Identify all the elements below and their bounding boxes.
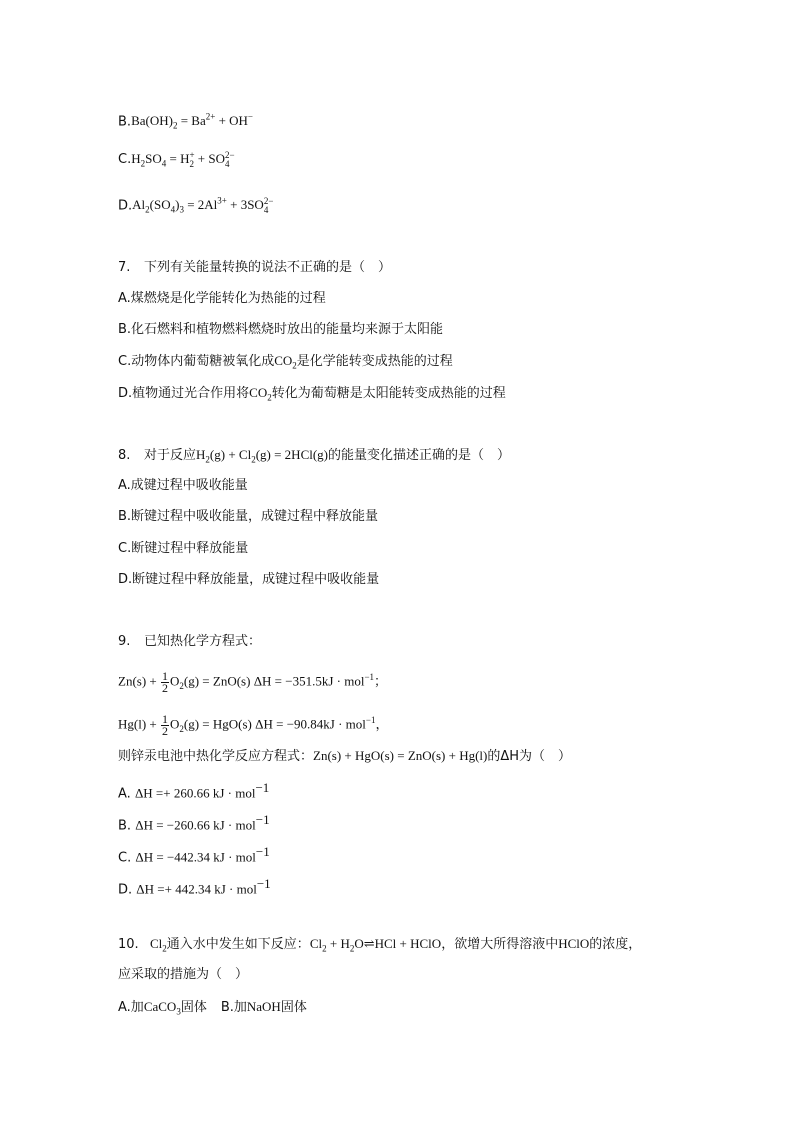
option-text: C.动物体内葡萄糖被氧化成 xyxy=(118,354,275,369)
equation-mercury xyxy=(118,705,389,744)
subscript: 3 xyxy=(176,1006,181,1017)
option-label: C. xyxy=(118,850,132,866)
formula: Zn(s) + xyxy=(118,673,160,689)
question-8-option-d: D.断键过程中释放能量，成键过程中吸收能量 xyxy=(118,572,380,587)
formula: (g) = 2HCl(g) xyxy=(255,447,329,462)
superscript: 2+ xyxy=(205,112,216,122)
question-text: 通入水中发生如下反应： xyxy=(166,937,310,952)
formula: SO xyxy=(145,151,162,166)
formula: (SO xyxy=(149,197,171,213)
enthalpy: ΔH =+ 260.66 kJ · mol xyxy=(134,785,256,801)
question-8-stem xyxy=(118,446,510,469)
fraction-denominator: 2 xyxy=(162,723,168,738)
question-text: 的浓度， xyxy=(589,937,642,952)
option-label: D. xyxy=(118,882,133,898)
option-b-ionization xyxy=(118,108,253,135)
question-10-option-b xyxy=(221,1000,307,1015)
superscript: −1 xyxy=(364,672,375,682)
question-text: ，欲增大所得溶液中 xyxy=(441,937,559,952)
formula: Cl xyxy=(150,936,163,951)
subscript: 2 xyxy=(251,454,256,465)
enthalpy: ΔH =+ 442.34 kJ · mol xyxy=(136,881,257,897)
superscript: −1 xyxy=(255,812,270,827)
formula: Hg(l) + xyxy=(118,716,160,732)
question-text: 则锌汞电池中热化学反应方程式： xyxy=(118,749,314,764)
option-text: 转化为葡萄糖是太阳能转变成热能的过程 xyxy=(271,386,506,401)
superscript: −1 xyxy=(256,876,271,891)
superscript: −1 xyxy=(255,844,270,859)
formula: H xyxy=(131,151,141,166)
option-text: B.加 xyxy=(220,1000,247,1015)
punctuation: ； xyxy=(374,673,388,689)
enthalpy: ΔH = −260.66 kJ · mol xyxy=(135,817,256,833)
formula: CO xyxy=(249,385,268,400)
question-9-option-c xyxy=(118,843,270,867)
subscript: 4 xyxy=(263,205,269,216)
superscript: − xyxy=(247,112,253,122)
subscript: 2 xyxy=(322,943,327,954)
question-9-ask xyxy=(118,747,571,766)
question-text: 的能量变化描述正确的是（ ） xyxy=(328,448,511,463)
superscript: −1 xyxy=(365,715,376,725)
formula: O xyxy=(170,673,180,689)
subscript: 2 xyxy=(179,680,184,691)
question-7-option-a: A.煤燃烧是化学能转化为热能的过程 xyxy=(118,291,326,306)
question-text: 对于反应 xyxy=(144,448,197,463)
superscript: 2− xyxy=(263,196,274,207)
subscript: 4 xyxy=(225,159,230,170)
question-9-stem xyxy=(118,633,261,651)
option-text: 固体 xyxy=(180,1000,207,1015)
superscript: 2− xyxy=(225,150,235,161)
formula: O⇌HCl + HClO xyxy=(354,936,442,951)
enthalpy: ΔH = −442.34 kJ · mol xyxy=(135,849,256,865)
subscript: 2 xyxy=(140,158,146,169)
subscript: 2 xyxy=(179,723,184,734)
option-d-ionization xyxy=(118,192,273,219)
enthalpy: ΔH = −90.84kJ · mol xyxy=(255,716,366,732)
question-10-stem xyxy=(118,935,641,958)
fraction-half xyxy=(161,668,169,695)
formula: O xyxy=(170,716,180,732)
option-label: A. xyxy=(118,786,131,802)
subscript: 2 xyxy=(292,360,297,371)
subscript: 2 xyxy=(172,120,178,131)
question-number: 10. xyxy=(118,937,139,952)
subscript: 2 xyxy=(205,454,210,465)
subscript: 2 xyxy=(267,392,272,403)
question-text: 已知热化学方程式： xyxy=(144,634,262,649)
option-label: C. xyxy=(118,152,132,167)
formula: (g) = ZnO(s) xyxy=(183,673,254,689)
option-label: B. xyxy=(118,818,132,834)
formula: Al xyxy=(132,197,146,213)
formula: CaCO xyxy=(143,999,177,1014)
option-label: B. xyxy=(118,114,132,130)
formula: ) xyxy=(175,197,180,213)
question-number: 8. xyxy=(118,448,131,463)
question-text: 的ΔH为（ ） xyxy=(487,749,572,764)
fraction-half xyxy=(161,711,169,738)
formula: = 2Al xyxy=(183,197,218,213)
option-label: D. xyxy=(118,198,133,214)
question-9-option-b xyxy=(118,811,270,835)
question-7-option-d xyxy=(118,384,506,407)
subscript: 2 xyxy=(189,159,194,170)
question-9-option-a xyxy=(118,779,269,803)
subscript: 4 xyxy=(170,204,176,215)
fraction-numerator: 1 xyxy=(162,668,168,683)
formula: (g) = HgO(s) xyxy=(183,716,256,732)
fraction-numerator: 1 xyxy=(162,711,168,726)
formula: + OH xyxy=(215,113,248,129)
option-text: D.植物通过光合作用将 xyxy=(118,386,250,401)
formula: + SO xyxy=(194,151,225,166)
formula: HClO xyxy=(558,936,590,951)
question-8-option-c: C.断键过程中释放能量 xyxy=(118,541,249,556)
subscript: 3 xyxy=(179,204,184,215)
option-text: 固体 xyxy=(280,1000,307,1015)
subscript: 2 xyxy=(145,204,150,215)
question-9-option-d xyxy=(118,875,271,899)
formula: = H xyxy=(166,151,190,166)
formula: Ba(OH) xyxy=(131,113,173,129)
question-7-option-b: B.化石燃料和植物燃料燃烧时放出的能量均来源于太阳能 xyxy=(118,322,444,337)
question-8-option-a: A.成键过程中吸收能量 xyxy=(118,478,248,493)
fraction-denominator: 2 xyxy=(162,680,168,695)
option-text: A.加 xyxy=(118,1000,144,1015)
subscript: 4 xyxy=(161,158,167,169)
question-number: 9. xyxy=(118,634,131,649)
enthalpy: ΔH = −351.5kJ · mol xyxy=(253,673,365,689)
option-text: 是化学能转变成热能的过程 xyxy=(296,354,453,369)
superscript: 3+ xyxy=(217,196,227,206)
formula: + H xyxy=(326,936,350,951)
superscript: + xyxy=(189,150,195,161)
formula: H xyxy=(196,447,206,462)
formula: Cl xyxy=(309,936,323,951)
formula: (g) + Cl xyxy=(209,447,252,462)
question-10-option-a xyxy=(118,1000,207,1015)
option-c-ionization xyxy=(118,150,235,173)
question-10-options xyxy=(118,998,307,1021)
formula: + 3SO xyxy=(226,197,264,213)
superscript: −1 xyxy=(255,780,270,795)
question-text: 下列有关能量转换的说法不正确的是（ ） xyxy=(144,260,392,275)
formula: NaOH xyxy=(246,999,281,1014)
question-7-stem xyxy=(118,259,391,277)
question-number: 7. xyxy=(118,260,131,275)
formula: CO xyxy=(274,353,293,368)
question-7-option-c xyxy=(118,352,453,375)
question-8-option-b: B.断键过程中吸收能量，成键过程中释放能量 xyxy=(118,509,379,524)
question-10-stem-line2: 应采取的措施为（ ） xyxy=(118,967,249,982)
punctuation: ， xyxy=(375,716,389,732)
subscript: 2 xyxy=(349,943,355,954)
formula: Zn(s) + HgO(s) = ZnO(s) + Hg(l) xyxy=(313,748,488,763)
subscript: 2 xyxy=(162,943,167,954)
equation-zinc xyxy=(118,662,387,701)
formula: = Ba xyxy=(177,113,206,129)
